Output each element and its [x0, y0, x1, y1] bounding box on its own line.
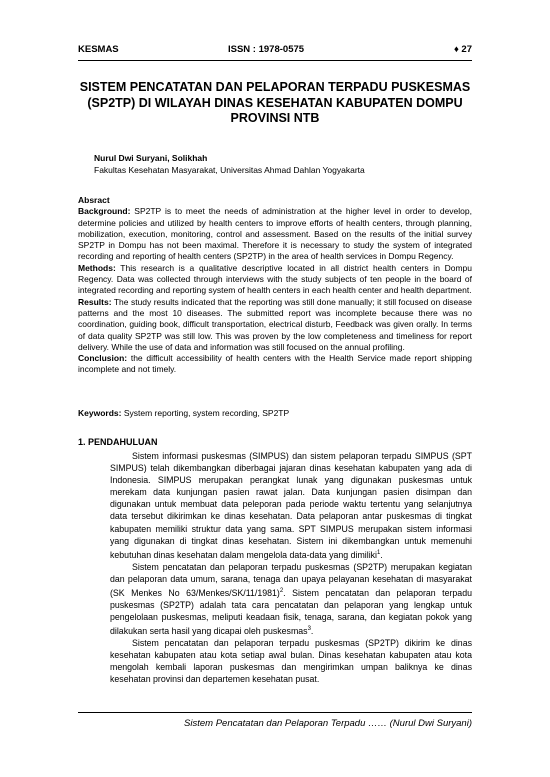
keywords-label: Keywords: [78, 408, 122, 418]
author-block [94, 152, 365, 176]
conclusion-label: Conclusion: [78, 353, 128, 364]
abstract [78, 195, 472, 376]
section-heading: 1. PENDAHULUAN [78, 437, 158, 447]
journal-name: KESMAS [78, 44, 119, 55]
running-header [78, 44, 472, 58]
paper-title: SISTEM PENCATATAN DAN PELAPORAN TERPADU PUSKESMAS (SP2TP) DI WILAYAH DINAS KESEHATAN KABUPATEN DOMPU PROVINSI NTB [79, 80, 471, 125]
citation-1: 1 [377, 549, 381, 556]
abstract-background [78, 206, 472, 262]
keywords [78, 408, 472, 418]
page-number: ♦ 27 [453, 44, 472, 55]
abstract-heading: Absract [78, 195, 110, 205]
body-text [110, 450, 472, 686]
abstract-conclusion [78, 353, 472, 376]
background-label: Background: [78, 206, 131, 217]
paragraph-1: Sistem informasi puskesmas (SIMPUS) dan sistem pelaporan terpadu SIMPUS (SPT SIMPUS) telah dikembangkan diberbagai jajaran dinas kesehatan kabupaten yang ada di Indonesia. SIMPUS merupakan perangkat lunak yang digunakan puskesmas untuk merekam data kunjungan pasien rawat jalan. Data kunjungan pasien disimpan dan digunakan untuk membuat data peleporan pada periode waktu tertentu yang selanjutnya data tersebut dikirimkan ke dinas kesehatan. Data pelaporan antar puskesmas di tingkat kabupaten memiliki struktur data yang sama. SPT SIMPUS merupakan sistem informasi yang digunakan di tingkat dinas kesehatan. Sistem ini dikembangkan untuk memenuhi kebutuhan dinas kesehatan dalam mengelola data-data yang dimiliki$^1$. [110, 451, 472, 560]
paragraph-3-text: Sistem pencatatan dan pelaporan terpadu puskesmas (SP2TP) dikirim ke dinas kesehatan kabupaten atau kota setiap awal bulan. Dinas kesehatan kabupaten atau kota mengolah kembali laporan puskesmas dan mengirimkan umpan baliknya ke dinas kesehatan provinsi dan departemen kesehatan pusat. [110, 638, 472, 685]
paragraph-1-text: Sistem informasi puskesmas (SIMPUS) dan sistem pelaporan terpadu SIMPUS (SPT SIMPUS) telah dikembangkan diberbagai jajaran dinas kesehatan kabupaten yang ada di Indonesia. SIMPUS merupakan perangkat lunak yang digunakan puskesmas untuk merekam data kunjungan pasien rawat jalan. Data kunjungan pasien disimpan dan digunakan untuk membuat data peleporan pada periode waktu tertentu yang selanjutnya data tersebut dikirimkan ke dinas kesehatan. Data pelaporan antar puskesmas di tingkat kabupaten memiliki struktur data yang sama. SPT SIMPUS merupakan sistem informasi yang digunakan di tingkat dinas kesehatan. Sistem ini dikembangkan untuk memenuhi kebutuhan dinas kesehatan dalam mengelola data-data yang dimiliki [110, 451, 472, 560]
header-rule [78, 60, 472, 61]
paragraph-3 [110, 637, 472, 685]
citation-2: 2 [279, 587, 284, 594]
results-label: Results: [78, 296, 112, 307]
author-names: Nurul Dwi Suryani, Solikhah [94, 153, 208, 163]
background-text: SP2TP is to meet the needs of administration at the higher level in order to develop, determine policies and utilized by health centers to improve efforts of health centers, through planning, mobilization, execution, monitoring, control and assessment. Based on the results of the initial survey SP2TP in Dompu has not been maximal. Therefore it is necessary to study the system of integrated recording and reporting of health centers (SP2TP) in the area of health services in Dompu Regency. [78, 206, 472, 262]
author-affiliation: Fakultas Kesehatan Masyarakat, Universitas Ahmad Dahlan Yogyakarta [94, 165, 365, 175]
abstract-results [78, 297, 472, 353]
issn: ISSN : 1978-0575 [228, 44, 305, 55]
citation-3: 3 [307, 626, 311, 633]
conclusion-text: the difficult accessibility of health centers with the Health Service made report shipping incomplete and not timely. [78, 353, 472, 375]
keywords-text: System reporting, system recording, SP2TP [121, 408, 290, 418]
results-text: The study results indicated that the reporting was still done manually; it still focused on disease patterns and the most 10 diseases. The submitted report was incomplete because there was no coordination, guiding book, difficult transportation, electrical disturb, Feedback was given orally. In terms of data quality SP2TP was still low. This was proven by the low completeness and timeliness for report delivery. While the use of data and information was still focused on the annual profiling. [78, 296, 472, 352]
methods-text: This research is a qualitative descriptive located in all district health centers in Dompu Regency. Data was collected through interviews with the study subjects of ten people in the board of integrated recording and reporting system of health centers in each health center and health department. [78, 262, 472, 296]
paragraph-2b-text: . Sistem pencatatan dan pelaporan terpadu puskesmas (SP2TP) adalah tata cara pencatatan dan pelaporan yang lengkap untuk pengelolaan puskesmas, meliputi keadaan fisik, tenaga, sarana, dan kegiatan pokok yang dilakukan serta hasil yang dicapai oleh puskesmas [110, 587, 472, 637]
paragraph-2: Sistem pencatatan dan pelaporan terpadu puskesmas (SP2TP) merupakan kegiatan dan pelaporan data umum, sarana, tenaga dan upaya pelayanan kesehatan di masyarakat (SK Menkes No 63/Menkes/SK/11/1981)$^2$. Sistem pencatatan dan pelaporan terpadu puskesmas (SP2TP) adalah tata cara pencatatan dan pelaporan yang lengkap untuk pengelolaan puskesmas, meliputi keadaan fisik, tenaga, sarana, dan kegiatan pokok yang dilakukan serta hasil yang dicapai oleh puskesmas$^3$. [110, 561, 472, 637]
methods-label: Methods: [78, 262, 116, 273]
abstract-methods [78, 263, 472, 297]
paragraph-2-text: Sistem pencatatan dan pelaporan terpadu puskesmas (SP2TP) merupakan kegiatan dan pelaporan data umum, sarana, tenaga dan upaya pelayanan kesehatan di masyarakat (SK Menkes No 63/Menkes/SK/11/1981) [110, 561, 472, 598]
footer-rule [78, 712, 472, 713]
running-footer: Sistem Pencatatan dan Pelaporan Terpadu …… (Nurul Dwi Suryani) [184, 718, 472, 729]
